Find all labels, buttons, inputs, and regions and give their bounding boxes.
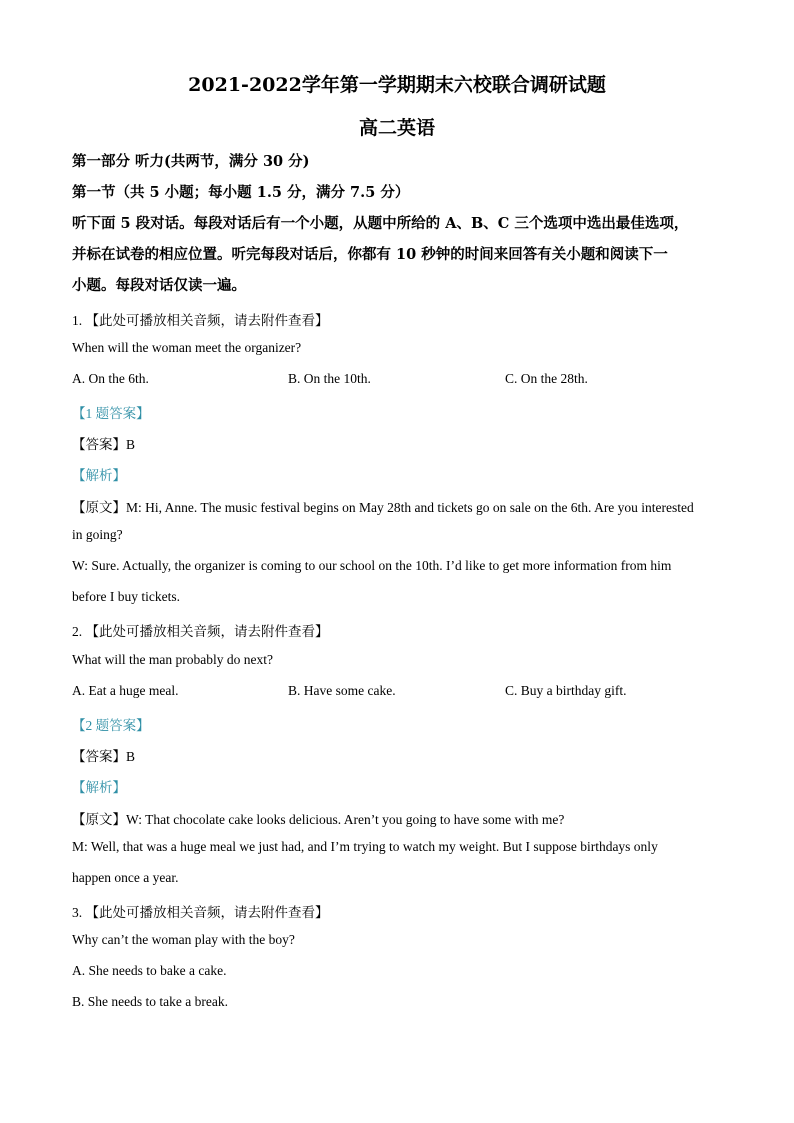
exam-subtitle: 高二英语: [358, 117, 435, 139]
q2-transcript-line: happen once a year.: [72, 870, 179, 885]
part-heading: 第一部分 听力(共两节，满分 30 分): [72, 153, 310, 170]
instructions-line-1: 听下面 5 段对话。每段对话后有一个小题，从题中所给的 A、B、C 三个选项中选出最佳选项，: [72, 215, 689, 232]
q2-option-b: B. Have some cake.: [288, 683, 396, 698]
q3-audio-link[interactable]: 3. 【此处可播放相关音频，请去附件查看】: [72, 905, 329, 920]
q2-answer: 【答案】B: [72, 749, 136, 764]
q1-answer-header: 【1 题答案】: [72, 406, 150, 421]
instructions-line-3: 小题。每段对话仅读一遍。: [72, 277, 246, 294]
q1-option-a: A. On the 6th.: [72, 371, 149, 386]
q1-answer: 【答案】B: [72, 437, 136, 452]
q2-transcript-line: M: Well, that was a huge meal we just had, and I’m trying to watch my weight. But I suppose birthdays only: [72, 839, 658, 854]
q2-answer-header: 【2 题答案】: [72, 718, 150, 733]
q1-transcript-line: in going?: [72, 527, 123, 542]
q1-transcript-line: before I buy tickets.: [72, 589, 180, 604]
q2-analysis-label: 【解析】: [72, 780, 126, 795]
q3-option-b: B. She needs to take a break.: [72, 994, 228, 1009]
exam-title: 2021-2022学年第一学期期末六校联合调研试题: [188, 74, 606, 96]
q1-audio-link[interactable]: 1. 【此处可播放相关音频，请去附件查看】: [72, 313, 329, 328]
q2-question: What will the man probably do next?: [72, 652, 273, 667]
q3-question: Why can’t the woman play with the boy?: [72, 932, 295, 947]
q1-question: When will the woman meet the organizer?: [72, 340, 302, 355]
q1-option-c: C. On the 28th.: [505, 371, 588, 386]
instructions-line-2: 并标在试卷的相应位置。听完每段对话后，你都有 10 秒钟的时间来回答有关小题和阅读下一: [72, 246, 668, 263]
q1-analysis-label: 【解析】: [72, 468, 126, 483]
q1-transcript-line: 【原文】M: Hi, Anne. The music festival begins on May 28th and tickets go on sale on the 6th. Are you interested: [72, 500, 694, 515]
q2-transcript-line: 【原文】W: That chocolate cake looks delicious. Aren’t you going to have some with me?: [72, 812, 565, 827]
q1-option-b: B. On the 10th.: [288, 371, 371, 386]
q1-transcript-line: W: Sure. Actually, the organizer is coming to our school on the 10th. I’d like to get more information from him: [72, 558, 672, 573]
section-heading: 第一节（共 5 小题；每小题 1.5 分，满分 7.5 分）: [72, 184, 410, 201]
q2-option-a: A. Eat a huge meal.: [72, 683, 179, 698]
q3-option-a: A. She needs to bake a cake.: [72, 963, 227, 978]
q2-audio-link[interactable]: 2. 【此处可播放相关音频，请去附件查看】: [72, 624, 329, 639]
q2-option-c: C. Buy a birthday gift.: [505, 683, 627, 698]
